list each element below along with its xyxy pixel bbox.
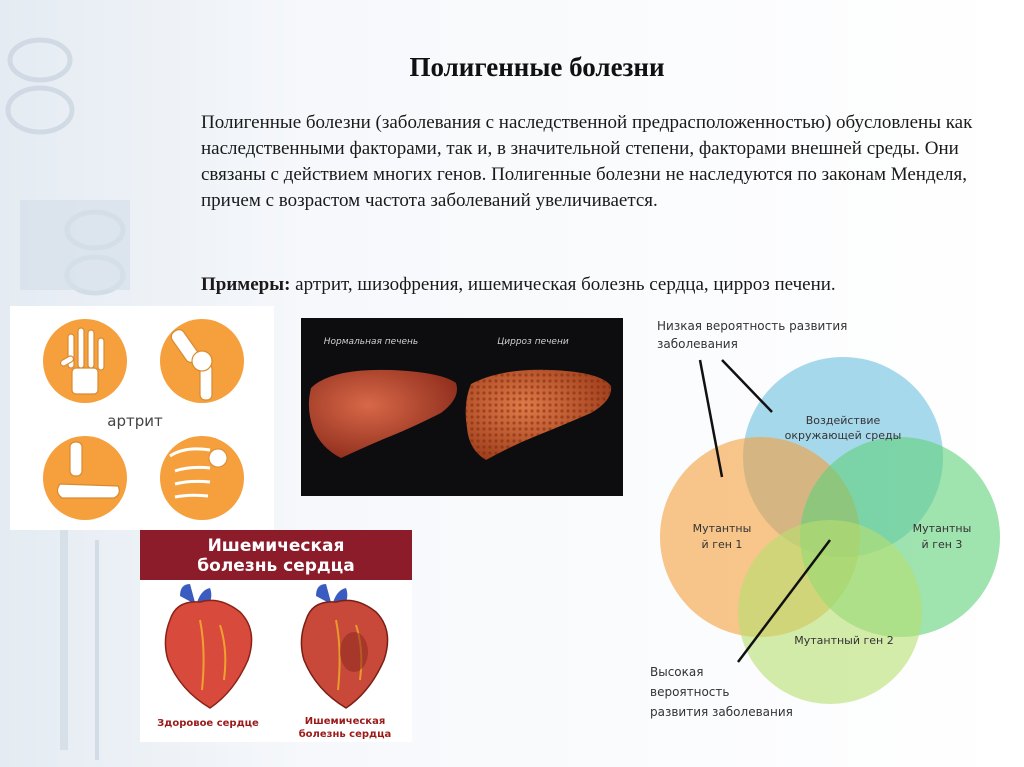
normal-liver-label: Нормальная печень: [323, 337, 419, 347]
liver-image: [301, 318, 623, 496]
knee-icon: [160, 319, 244, 403]
arthritis-image: [10, 306, 274, 530]
examples-label: Примеры:: [201, 274, 291, 295]
gene1-label-line1: Мутантны: [692, 522, 752, 535]
ischemic-heart-label-line1: Ишемическая: [304, 716, 386, 727]
heart-banner-line2: болезнь сердца: [197, 556, 355, 576]
gene3-label-line1: Мутантны: [912, 522, 972, 535]
examples-text: артрит, шизофрения, ишемическая болезнь сердца, цирроз печени.: [290, 274, 836, 295]
gene3-label-line2: й ген 3: [921, 538, 963, 551]
heart-banner-line1: Ишемическая: [207, 536, 345, 556]
normal-liver-shape: [309, 370, 457, 458]
foot-icon: [43, 436, 127, 520]
low-probability-label-line2: заболевания: [657, 337, 738, 351]
high-probability-label-line2: вероятность: [650, 685, 730, 699]
cirrhosis-liver-label: Цирроз печени: [497, 337, 569, 347]
gene1-label-line2: й ген 1: [701, 538, 743, 551]
shoulder-icon: [160, 436, 244, 520]
ischemic-heart-label-line2: болезнь сердца: [298, 729, 392, 740]
examples-line: [201, 274, 991, 296]
slide-title: Полигенные болезни: [409, 52, 665, 82]
heart-image: [140, 530, 412, 742]
cirrhosis-liver-shape: [466, 370, 611, 460]
environment-label-line1: Воздействие: [805, 414, 881, 427]
hand-icon: [43, 319, 127, 403]
environment-label-line2: окружающей среды: [784, 429, 902, 442]
slide-paragraph: Полигенные болезни (заболевания с наследственной предрасположенностью) обусловлены как наследственными факторами, так и, в значительной степени, факторами внешней среды. Они связаны с действием многих генов. Полигенные болезни не наследуются по законам Менделя, причем с возрастом частота заболеваний увеличивается.: [201, 112, 973, 211]
high-probability-label-line3: развития заболевания: [650, 705, 793, 719]
low-probability-pointer-1: [722, 360, 772, 412]
venn-circle-gene2: [738, 520, 922, 704]
low-probability-label-line1: Низкая вероятность развития: [657, 319, 848, 333]
high-probability-label-line1: Высокая: [650, 665, 704, 679]
venn-diagram: [640, 312, 1020, 732]
artrit-label: артрит: [107, 412, 163, 430]
gene2-label: Мутантный ген 2: [794, 634, 894, 647]
ischemic-heart-shape: [301, 584, 387, 708]
healthy-heart-shape: [165, 584, 251, 708]
healthy-heart-label: Здоровое сердце: [157, 718, 259, 729]
